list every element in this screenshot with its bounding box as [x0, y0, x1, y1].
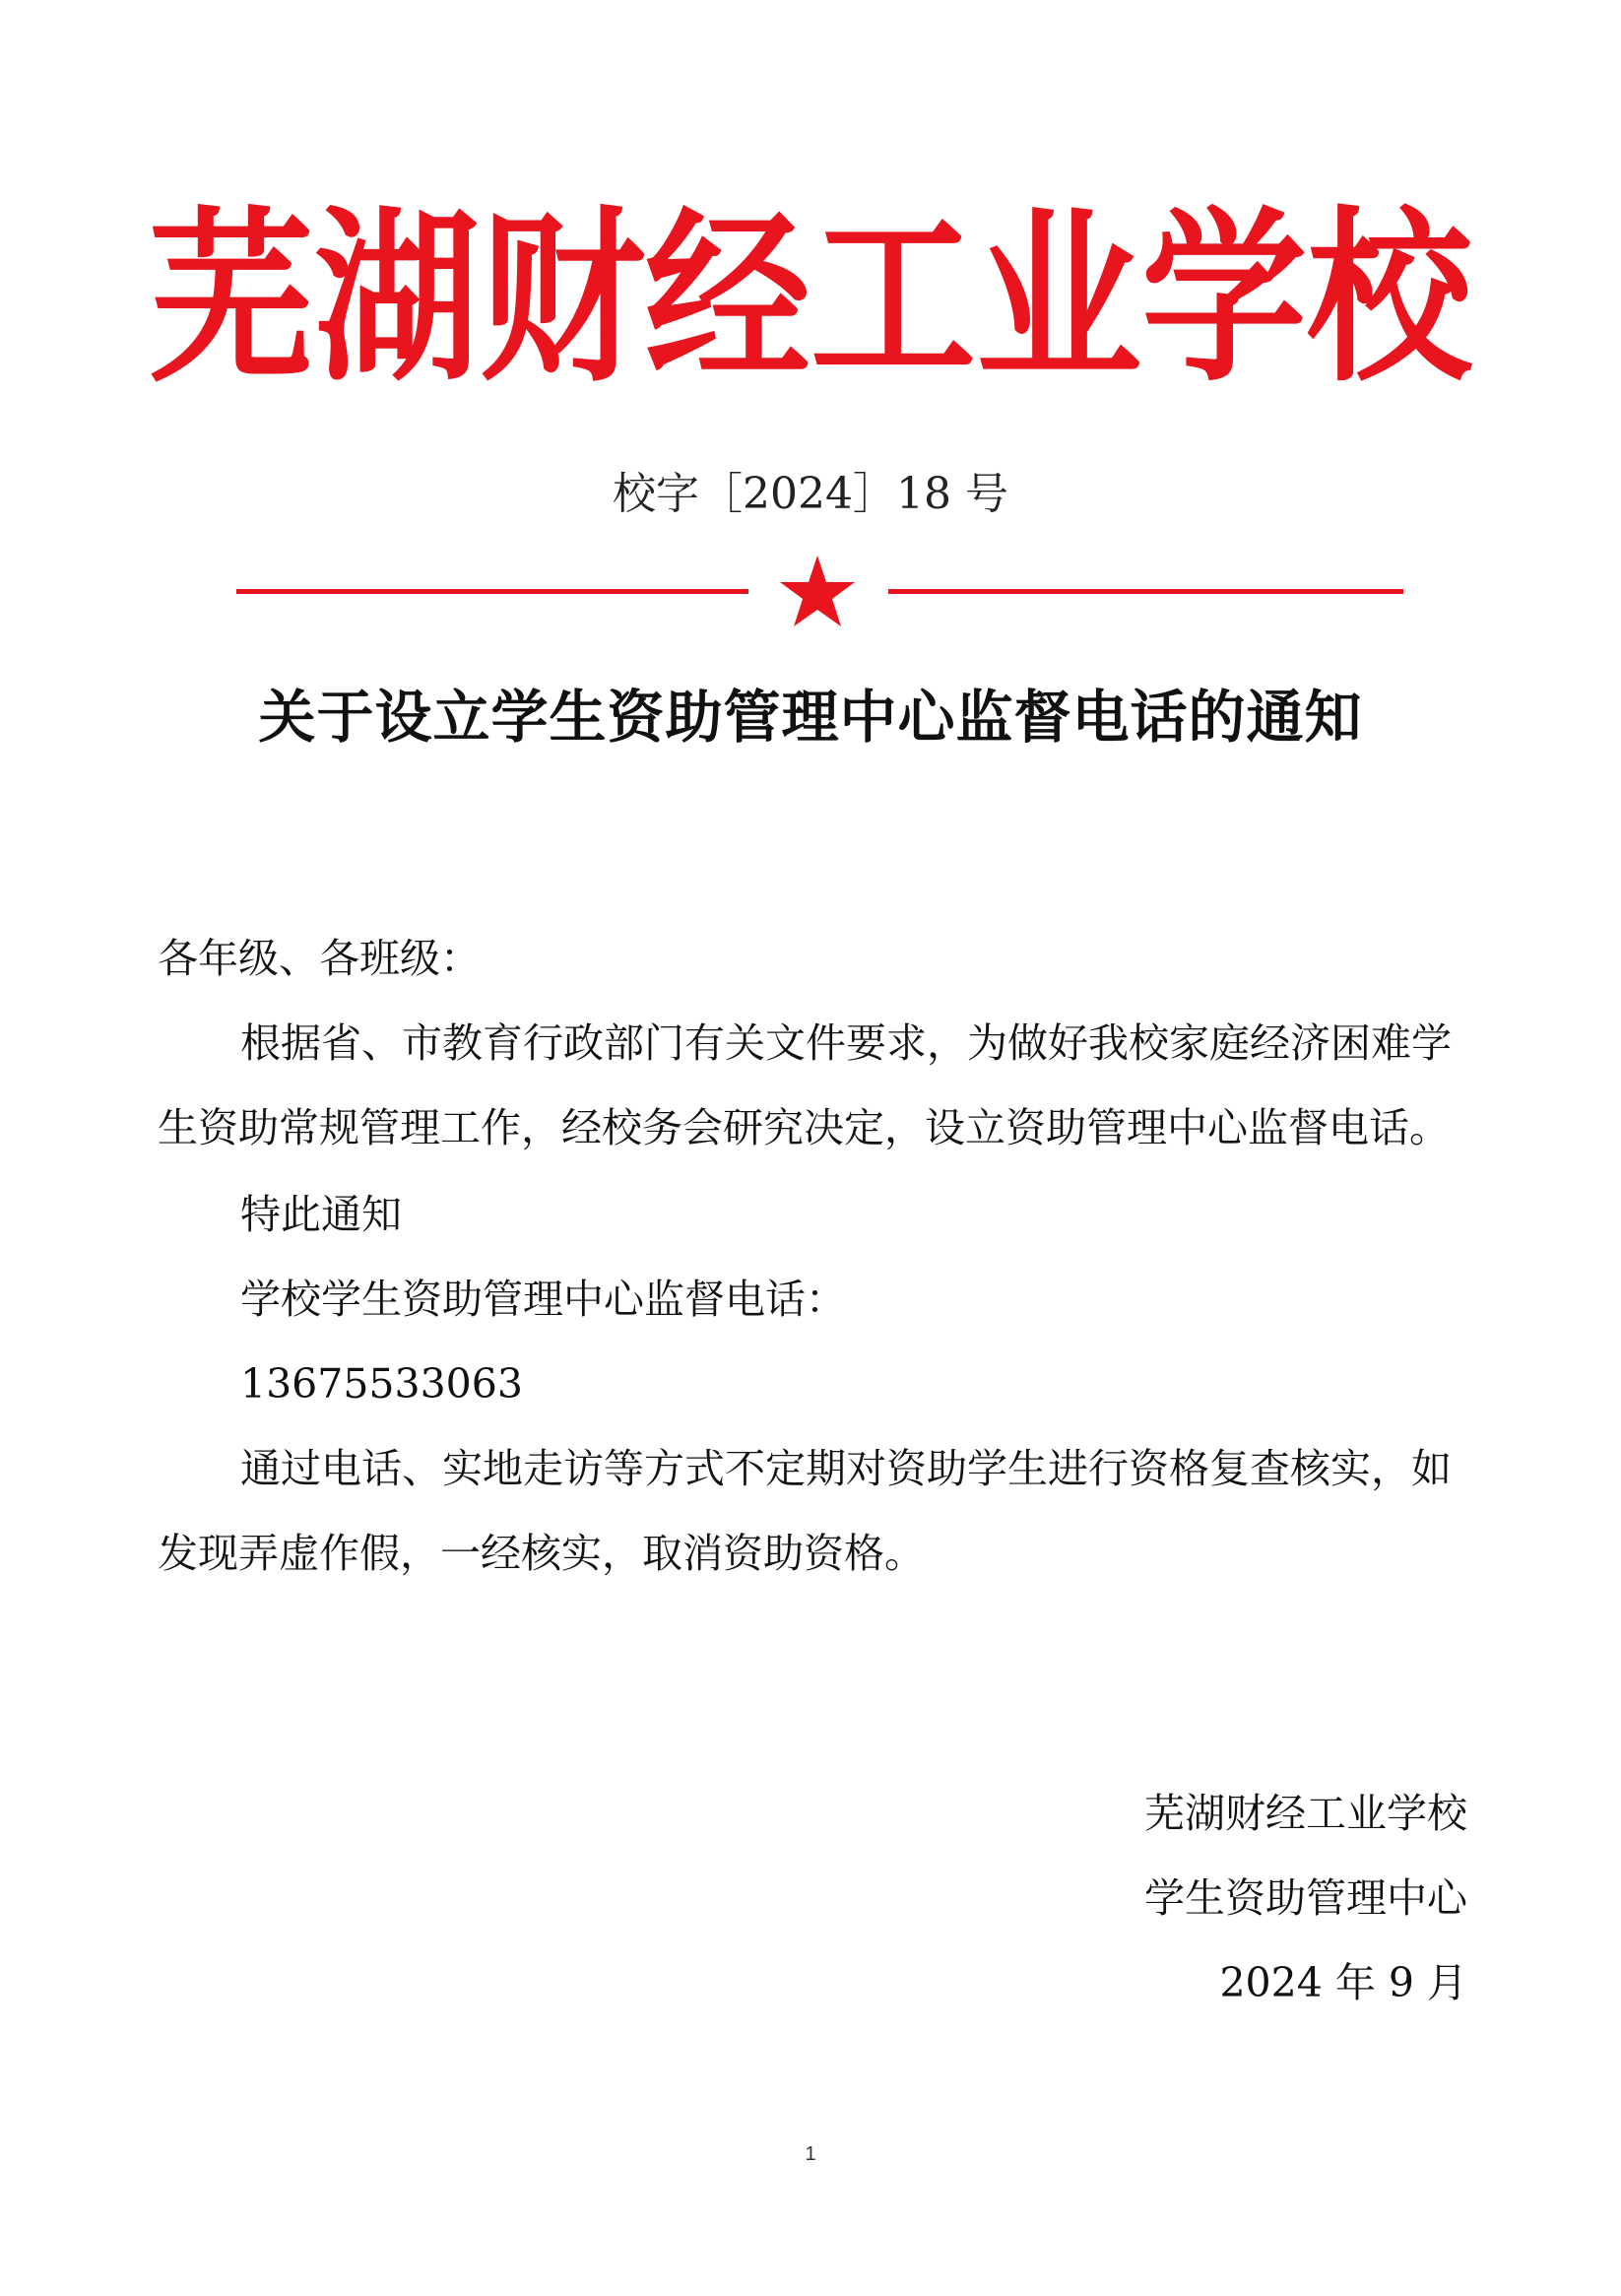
masthead-school-name: 芜湖财经工业学校: [149, 188, 1472, 407]
phone-number: 13675533063: [240, 1360, 523, 1408]
signature-department: 学生资助管理中心: [1144, 1874, 1467, 1922]
red-divider: [236, 559, 1403, 628]
notice-line: 特此通知: [240, 1191, 402, 1238]
page-number: 1: [805, 2143, 816, 2165]
divider-line-right: [888, 589, 1403, 594]
document-number: 校字［2024］18 号: [613, 469, 1008, 519]
intro-paragraph: 根据省、市教育行政部门有关文件要求，为做好我校家庭经济困难学生资助常规管理工作，经校务会研究决定，设立资助管理中心监督电话。: [158, 1019, 1452, 1151]
divider-line-left: [236, 589, 748, 594]
red-star-icon: [758, 554, 876, 632]
signature-date: 2024 年 9 月: [1219, 1959, 1467, 2006]
notice-title: 关于设立学生资助管理中心监督电话的通知: [258, 684, 1363, 751]
phone-label: 学校学生资助管理中心监督电话：: [240, 1276, 846, 1323]
closing-paragraph: 通过电话、实地走访等方式不定期对资助学生进行资格复查核实，如发现弄虚作假，一经核实，取消资助资格。: [158, 1445, 1452, 1577]
signature-organization: 芜湖财经工业学校: [1144, 1790, 1467, 1837]
salutation: 各年级、各班级：: [158, 935, 481, 982]
